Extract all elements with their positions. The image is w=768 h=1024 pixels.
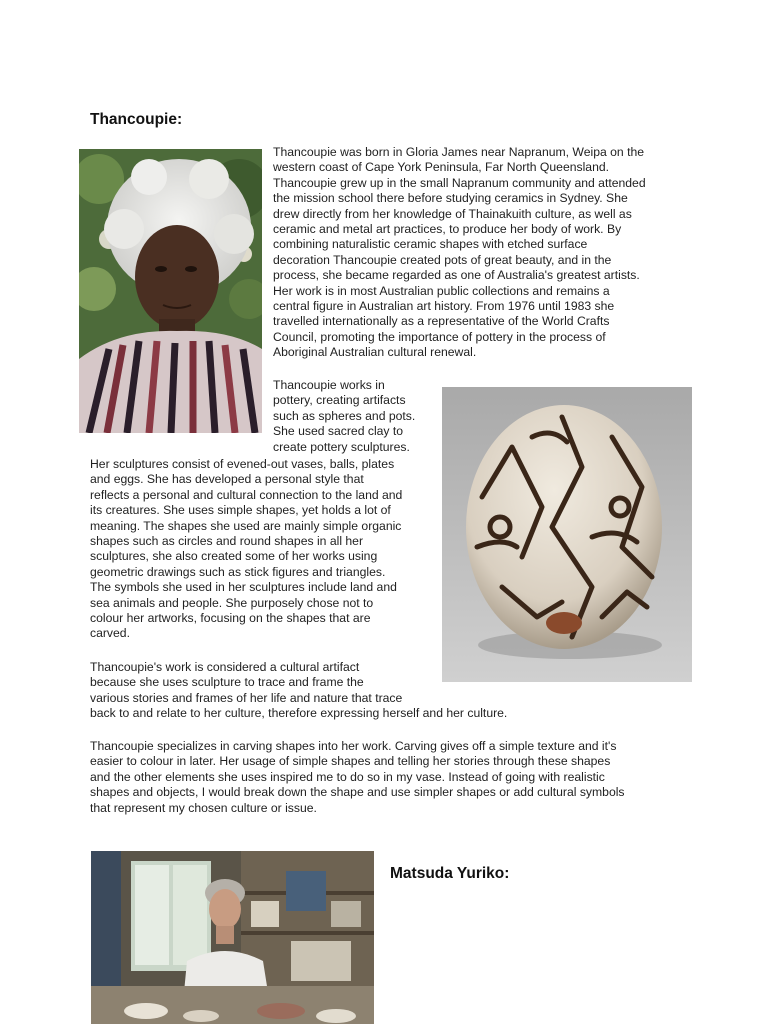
works-paragraph-body: Her sculptures consist of evened-out vases, balls, plates and eggs. She has developed a personal style that reflects a personal and cultural connection to the land and its creatures. She uses simple shapes, yet holds a lot of meaning. The shapes she used are mainly simple organic shapes such as circles and round shapes in all her sculptures, she also created some of her works using geometric drawings such as stick figures and triangles. The symbols she used in her sculptures include land and sea animals and people. She purposely chose not to colour her artworks, focusing on the shapes that are carved.: [90, 457, 403, 641]
works-paragraph-intro: Thancoupie works in pottery, creating artifacts such as spheres and pots. She used sacred clay to create pottery sculptures.: [273, 378, 416, 454]
studio-photo-matsuda-yuriko: [91, 851, 374, 1024]
carving-paragraph: Thancoupie specializes in carving shapes into her work. Carving gives off a simple texture and it's easier to colour in later. Her usage of simple shapes and telling her stories through these shapes and the other elements she uses inspired me to do so in my vase. Instead of going with realistic shapes and objects, I would break down the shape and use simpler shapes or add cultural symbols that represent my chosen culture or issue.: [90, 739, 625, 815]
bio-paragraph: Thancoupie was born in Gloria James near Napranum, Weipa on the western coast of Cape York Peninsula, Far North Queensland. Thancoupie grew up in the small Napranum community and attended the mission school there before studying ceramics in Sydney. She drew directly from her knowledge of Thainakuith culture, as well as ceramic and metal art practices, to produce her body of work. By combining naturalistic ceramic shapes with etched surface decoration Thancoupie created pots of great beauty, and in the process, she became regarded as one of Australia's greatest artists. Her work is in most Australian public collections and remains a central figure in Australian art history. From 1976 until 1983 she travelled internationally as a representative of the World Crafts Council, promoting the importance of pottery in the process of Aboriginal Australian cultural renewal.: [273, 145, 646, 360]
artifact-paragraph: Thancoupie's work is considered a cultural artifact because she uses sculpture to trace and frame the various stories and frames of her life and nature that trace back to and relate to her culture, therefore expressing herself and her culture.: [90, 660, 508, 721]
section-title-thancoupie: Thancoupie:: [90, 111, 183, 128]
portrait-photo-thancoupie: [79, 149, 262, 433]
ceramic-sphere-photo: [442, 387, 692, 682]
section-title-matsuda-yuriko: Matsuda Yuriko:: [390, 865, 510, 882]
